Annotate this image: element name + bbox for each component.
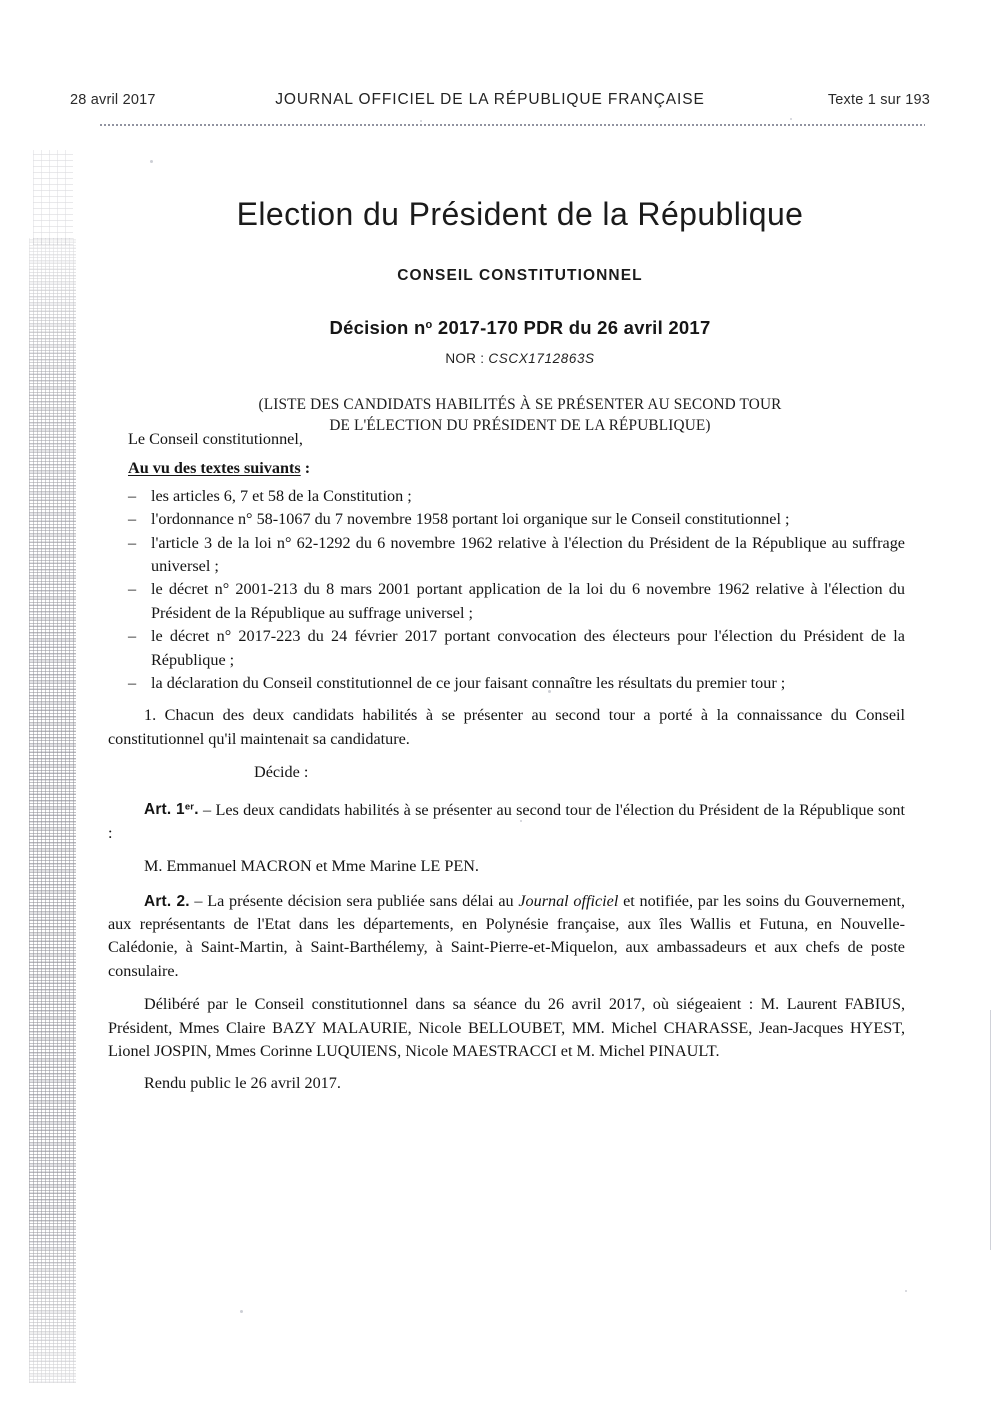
list-item: – le décret n° 2017-223 du 24 février 2017 portant convocation des électeurs pour l'élection du Président de la République ; [128, 625, 905, 672]
list-item: – le décret n° 2001-213 du 8 mars 2001 portant application de la loi du 6 novembre 1962 relative à l'élection du Président de la République au suffrage universel ; [128, 578, 905, 625]
decision-ordinal-sup: o [425, 318, 433, 331]
article-1-label-period: . [194, 801, 199, 819]
decision-reference [120, 317, 920, 339]
decision-suffix: 2017-170 PDR du 26 avril 2017 [432, 317, 711, 338]
decide-heading: Décide : [254, 763, 309, 782]
article-2-paragraph [108, 890, 905, 984]
legal-texts-list [108, 485, 905, 696]
subtitle-line-1: (LISTE DES CANDIDATS HABILITÉS À SE PRÉSENTER AU SECOND TOUR [258, 396, 782, 413]
scan-artifact-faint [33, 150, 73, 245]
header-text-reference: Texte 1 sur 193 [827, 92, 930, 108]
issuing-organisation: CONSEIL CONSTITUTIONNEL [397, 267, 643, 284]
scan-speck [420, 120, 422, 122]
vu-heading-text: Au vu des textes suivants [128, 459, 301, 478]
running-head [0, 88, 1000, 112]
list-item: – les articles 6, 7 et 58 de la Constitution ; [128, 485, 905, 508]
article-2-label: Art. 2. [144, 892, 190, 910]
article-1-label-text: Art. 1 [144, 801, 185, 819]
header-date: 28 avril 2017 [70, 92, 156, 108]
article-2-text-part-2: et notifiée, par les soins du Gouvernement, aux représentants de l'Etat dans les départements, en Polynésie française, aux îles Wallis et Futuna, en Nouvelle-Calédonie, à Saint-Martin, à Saint-Barthélemy, à Saint-Pierre-et-Miquelon, aux ambassadeurs et aux chefs de poste consulaire. [108, 891, 905, 980]
scan-speck [150, 160, 153, 163]
lead-line: Le Conseil constitutionnel, [128, 430, 303, 448]
nor-code: CSCX1712863S [488, 351, 595, 366]
nor-label: NOR : [445, 351, 489, 366]
list-item: – l'ordonnance n° 58-1067 du 7 novembre 1958 portant loi organique sur le Conseil constitutionnel ; [128, 508, 905, 531]
list-item: – l'article 3 de la loi n° 62-1292 du 6 novembre 1962 relative à l'élection du Président de la République au suffrage universel ; [128, 532, 905, 579]
page-title: Election du Président de la République [236, 196, 804, 232]
article-2-dash: – [189, 891, 208, 910]
numbered-paragraph-1: 1. Chacun des deux candidats habilités à se présenter au second tour a porté à la connaissance du Conseil constitutionnel qu'il maintenait sa candidature. [108, 706, 905, 748]
article-1-label [144, 801, 199, 818]
scan-artifact-right-edge [990, 1010, 991, 1250]
article-1-text: Les deux candidats habilités à se présenter au second tour de l'élection du Président de la République sont : [108, 800, 906, 842]
vu-heading-colon: : [300, 459, 311, 478]
rendu-public-line: Rendu public le 26 avril 2017. [144, 1073, 341, 1092]
scan-artifact-left-edge [29, 238, 76, 1383]
article-1-dash: – [198, 800, 216, 819]
list-item: – la déclaration du Conseil constitutionnel de ce jour faisant connaître les résultats du premier tour ; [128, 672, 905, 695]
subtitle-line-2: DE L'ÉLECTION DU PRÉSIDENT DE LA RÉPUBLIQUE) [329, 417, 711, 434]
candidates-line: M. Emmanuel MACRON et Mme Marine LE PEN. [144, 857, 479, 876]
scan-speck [240, 1310, 243, 1313]
header-publication-title: JOURNAL OFFICIEL DE LA RÉPUBLIQUE FRANÇAISE [275, 91, 705, 108]
nor-line [120, 351, 920, 366]
title-block [120, 196, 920, 436]
decision-prefix: Décision n [329, 317, 426, 338]
journal-officiel-italic: Journal officiel [518, 891, 619, 910]
scan-speck [905, 1290, 907, 1292]
article-2-text-part-1: La présente décision sera publiée sans délai au [207, 891, 519, 910]
header-divider [100, 124, 925, 126]
article-1-ordinal-sup: er [184, 801, 195, 813]
vu-heading [108, 457, 905, 480]
article-1-paragraph [108, 796, 905, 846]
deliberation-paragraph: Délibéré par le Conseil constitutionnel dans sa séance du 26 avril 2017, où siégeaient : M. Laurent FABIUS, Président, Mmes Claire BAZY MALAURIE, Nicole BELLOUBET, MM. Michel CHARASSE, Jean-Jacques HYEST, Lionel JOSPIN, Mmes Corinne LUQUIENS, Nicole MAESTRACCI et M. Michel PINAULT. [108, 995, 905, 1061]
scan-speck [790, 118, 792, 120]
document-body [108, 428, 905, 1095]
